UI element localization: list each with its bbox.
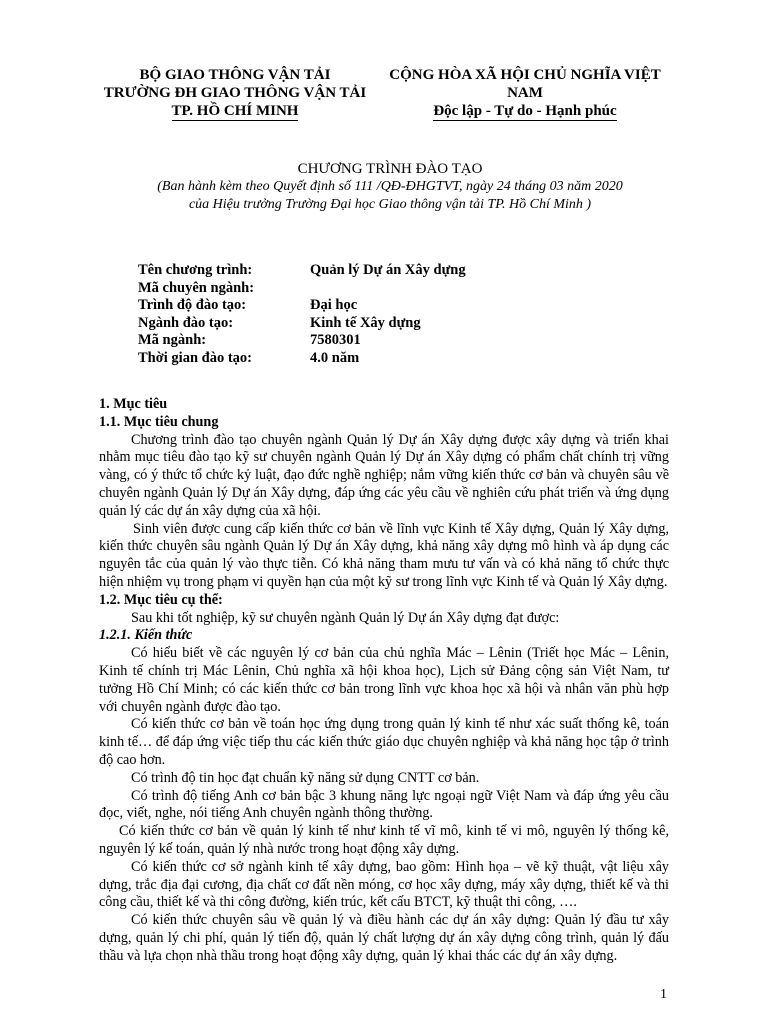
ministry-name: BỘ GIAO THÔNG VẬN TẢI — [139, 67, 331, 83]
program-info — [138, 262, 618, 367]
document-title: CHƯƠNG TRÌNH ĐÀO TẠO — [297, 161, 483, 177]
paragraph: Có trình độ tin học đạt chuẩn kỹ năng sử dụng CNTT cơ bản. — [131, 769, 480, 786]
paragraph: Có trình độ tiếng Anh cơ bản bậc 3 khung năng lực ngoại ngữ Việt Nam và đáp ứng yêu cầu đọc, viết, nghe, nói tiếng Anh chuyên ngành thông thường. — [99, 787, 669, 822]
page-number: 1 — [660, 987, 667, 1002]
decree-line: của Hiệu trưởng Trường Đại học Giao thông vận tải TP. Hồ Chí Minh ) — [188, 197, 592, 212]
info-value: 4.0 năm — [310, 349, 360, 366]
paragraph: Có kiến thức cơ bản về toán học ứng dụng trong quản lý kinh tế như xác suất thống kê, toán kinh tế… để đáp ứng việc tiếp thu các kiến thức giáo dục chuyên nghiệp và khả năng học tập ở trình độ cao hơn. — [99, 716, 669, 768]
subsubsection-heading: 1.2.1. Kiến thức — [99, 627, 193, 644]
info-row — [138, 280, 618, 298]
national-header — [370, 66, 680, 121]
subsection-heading: 1.1. Mục tiêu chung — [99, 413, 219, 430]
info-label: Trình độ đào tạo: — [138, 297, 247, 313]
info-row — [138, 297, 618, 315]
paragraph: Chương trình đào tạo chuyên ngành Quản lý Dự án Xây dựng được xây dựng và triển khai nhằm mục tiêu đào tạo kỹ sư chuyên ngành Quản lý Dự án Xây dựng có phẩm chất chính trị vững vàng, có ý thức tổ chức kỷ luật, đạo đức nghề nghiệp; nắm vững kiến thức cơ bản và chuyên sâu về chuyên ngành Quản lý Dự án Xây dựng, đáp ứng các yêu cầu về nghiên cứu phát triển và ứng dụng quản lý các dự án xây dựng của xã hội. — [99, 431, 669, 519]
paragraph: Có hiểu biết về các nguyên lý cơ bản của chủ nghĩa Mác – Lênin (Triết học Mác – Lênin, Kinh tế chính trị Mác Lênin, Chủ nghĩa xã hội khoa học), Lịch sử Đảng cộng sản Việt Nam, tư tưởng Hồ Chí Minh; có các kiến thức cơ bản trong lĩnh vực khoa học xã hội và nhân văn phù hợp với chuyên ngành được đào tạo. — [99, 645, 669, 715]
document-body — [99, 396, 669, 966]
info-label: Tên chương trình: — [138, 262, 253, 278]
paragraph: Sau khi tốt nghiệp, kỹ sư chuyên ngành Quản lý Dự án Xây dựng đạt được: — [131, 609, 560, 626]
country-name: CỘNG HÒA XÃ HỘI CHỦ NGHĨA VIỆT NAM — [389, 67, 661, 101]
ministry-header — [100, 66, 370, 121]
info-label: Thời gian đào tạo: — [138, 349, 252, 366]
info-row — [138, 262, 618, 280]
paragraph: Có kiến thức cơ bản về quản lý kinh tế như kinh tế vĩ mô, kinh tế vi mô, nguyên lý thống kê, nguyên lý kế toán, quản lý nhà nước trong hoạt động xây dựng. — [99, 823, 669, 857]
subsection-heading: 1.2. Mục tiêu cụ thể: — [99, 591, 223, 608]
info-label: Ngành đào tạo: — [138, 314, 234, 331]
info-value: Đại học — [310, 297, 358, 313]
info-row — [138, 332, 618, 350]
section-heading: 1. Mục tiêu — [99, 396, 168, 412]
info-row — [138, 315, 618, 333]
national-motto: Độc lập - Tự do - Hạnh phúc — [433, 103, 617, 119]
university-name: TRƯỜNG ĐH GIAO THÔNG VẬN TẢI — [103, 85, 367, 101]
info-value: Quản lý Dự án Xây dựng — [310, 262, 466, 278]
paragraph: Có kiến thức chuyên sâu về quản lý và điều hành các dự án xây dựng: Quản lý đầu tư xây dựng, quản lý chi phí, quản lý tiến độ, quản lý chất lượng dự án xây dựng công trình, quản lý đấu thầu và lựa chọn nhà thầu trong hoạt động xây dựng, quản lý khai thác các dự án xây dựng. — [99, 912, 669, 964]
university-city: TP. HỒ CHÍ MINH — [171, 103, 299, 119]
decree-note — [90, 178, 690, 214]
info-row — [138, 350, 618, 368]
paragraph: Sinh viên được cung cấp kiến thức cơ bản về lĩnh vực Kinh tế Xây dựng, Quản lý Xây dựng, kiến thức chuyên sâu ngành Quản lý Dự án Xây dựng, khả năng xây dựng mô hình và áp dụng các nguyên tắc của quản lý vào thực tiễn. Có khả năng tham mưu tư vấn và có khả năng tổ chức thực hiện nhiệm vụ trong phạm vi quyền hạn của một kỹ sư trong lĩnh vực Kinh tế và Quản lý Xây dựng. — [99, 520, 669, 590]
info-label: Mã chuyên ngành: — [138, 279, 255, 296]
paragraph: Có kiến thức cơ sở ngành kinh tế xây dựng, bao gồm: Hình họa – vẽ kỹ thuật, vật liệu xây dựng, trắc địa đại cương, địa chất cơ đất nền móng, cơ học xây dựng, máy xây dựng, thiết kế và thi công cầu, thiết kế và thi công đường, kiến trúc, kết cấu BTCT, kỹ thuật thi công, …. — [99, 858, 669, 911]
info-value: 7580301 — [310, 332, 361, 348]
info-label: Mã ngành: — [138, 332, 207, 348]
info-value: Kinh tế Xây dựng — [310, 314, 421, 331]
decree-line: (Ban hành kèm theo Quyết định số 111 /QĐ-ĐHGTVT, ngày 24 tháng 03 năm 2020 — [157, 179, 623, 194]
